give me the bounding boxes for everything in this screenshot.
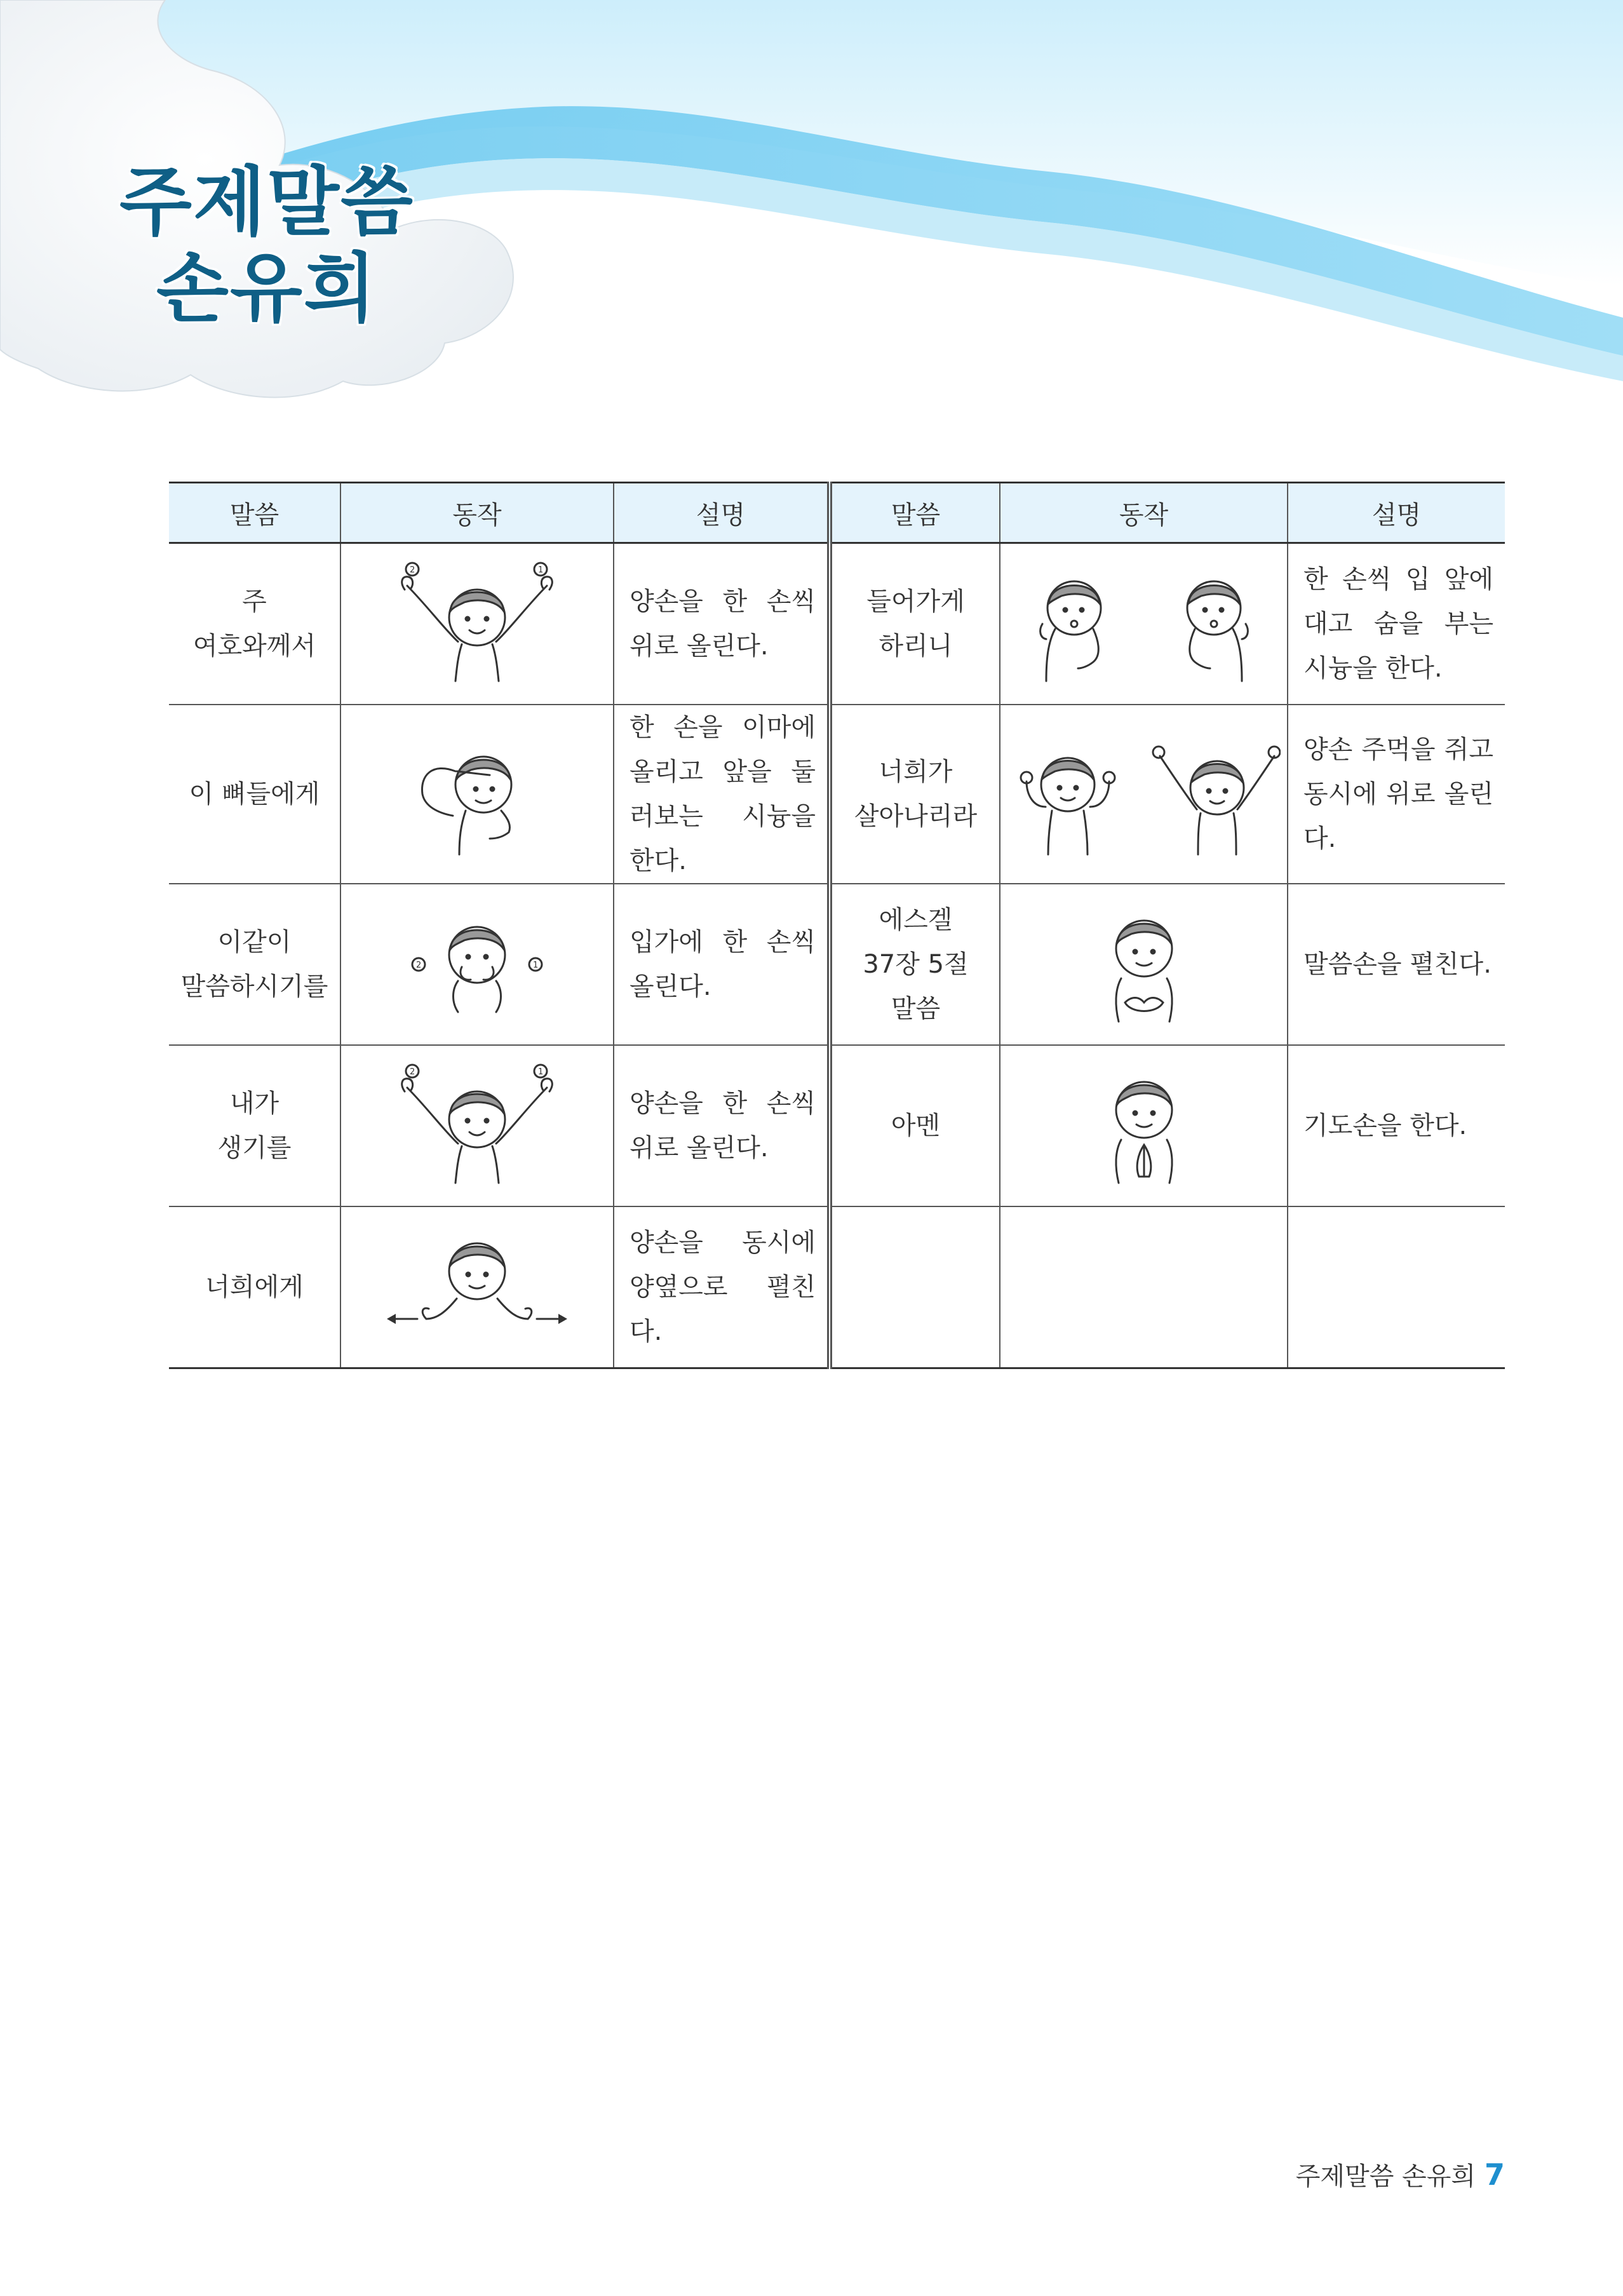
action-cell: [340, 1045, 614, 1206]
description-cell: 말씀손을 펼친다.: [1288, 884, 1505, 1045]
word-cell: 에스겔 37장 5절 말씀: [830, 884, 1000, 1045]
svg-text:2: 2: [416, 961, 422, 970]
description-cell: 기도손을 한다.: [1288, 1045, 1505, 1206]
word-cell: 내가 생기를: [169, 1045, 340, 1206]
gesture-table-container: [169, 482, 1505, 1369]
child-both-arms-raised-1-2-icon: [382, 560, 572, 687]
action-cell: [340, 884, 614, 1045]
action-cell: [340, 1206, 614, 1368]
svg-text:2: 2: [410, 565, 415, 575]
table-row: [169, 543, 1505, 705]
word-cell: 들어가게 하리니: [830, 543, 1000, 705]
action-cell: [1000, 1045, 1288, 1206]
action-cell: [1000, 705, 1288, 884]
word-cell: [830, 1206, 1000, 1368]
action-cell: [1000, 884, 1288, 1045]
footer-text: 주제말씀 손유희: [1295, 2162, 1476, 2191]
description-cell: 양손을 동시에 양옆으로 펼친다.: [614, 1206, 830, 1368]
table-row: [169, 884, 1505, 1045]
child-hands-at-mouth-icon: [401, 901, 553, 1028]
description-cell: 입가에 한 손씩 올린다.: [614, 884, 830, 1045]
table-header-row: [169, 483, 1505, 543]
word-cell: 주 여호와께서: [169, 543, 340, 705]
column-header-description-right: 설명: [1288, 483, 1505, 543]
table-row: [169, 705, 1505, 884]
word-cell: 이같이 말씀하시기를: [169, 884, 340, 1045]
child-praying-hands-icon: [1081, 1062, 1208, 1189]
action-cell: [340, 543, 614, 705]
description-cell: 한 손을 이마에 올리고 앞을 둘러보는 시늉을 한다.: [614, 705, 830, 884]
column-header-action-left: 동작: [340, 483, 614, 543]
svg-text:1: 1: [538, 1067, 544, 1077]
table-row: [169, 1206, 1505, 1368]
description-cell: 한 손씩 입 앞에 대고 숨을 부는 시늉을 한다.: [1288, 543, 1505, 705]
description-cell: 양손을 한 손씩 위로 올린다.: [614, 1045, 830, 1206]
column-header-word-right: 말씀: [830, 483, 1000, 543]
description-cell: 양손 주먹을 쥐고 동시에 위로 올린다.: [1288, 705, 1505, 884]
action-cell: [340, 705, 614, 884]
description-cell: [1288, 1206, 1505, 1368]
page-number: 7: [1484, 2158, 1505, 2192]
column-header-description-left: 설명: [614, 483, 830, 543]
word-cell: 이 뼈들에게: [169, 705, 340, 884]
child-both-arms-raised-1-2-icon: [382, 1062, 572, 1189]
action-cell: [1000, 1206, 1288, 1368]
word-cell: 아멘: [830, 1045, 1000, 1206]
title-line-1: 주제말씀: [119, 158, 414, 246]
gesture-table: [169, 482, 1505, 1369]
child-hand-on-forehead-looking-icon: [394, 731, 560, 858]
column-header-word-left: 말씀: [169, 483, 340, 543]
page-footer: [1296, 2156, 1505, 2192]
title-line-2: 손유희: [156, 245, 377, 332]
page-title: [102, 159, 432, 332]
child-arms-spread-sideways-icon: [382, 1224, 572, 1351]
description-cell: 양손을 한 손씩 위로 올린다.: [614, 543, 830, 705]
child-open-book-hands-icon: [1081, 901, 1208, 1028]
svg-text:2: 2: [410, 1067, 415, 1077]
word-cell: 너희에게: [169, 1206, 340, 1368]
child-blowing-breath-icon: [1017, 560, 1271, 687]
word-cell: 너희가 살아나리라: [830, 705, 1000, 884]
action-cell: [1000, 543, 1288, 705]
column-header-action-right: 동작: [1000, 483, 1288, 543]
child-fists-raised-icon: [1007, 731, 1281, 858]
svg-text:1: 1: [533, 961, 539, 970]
svg-text:1: 1: [538, 565, 544, 575]
table-row: [169, 1045, 1505, 1206]
